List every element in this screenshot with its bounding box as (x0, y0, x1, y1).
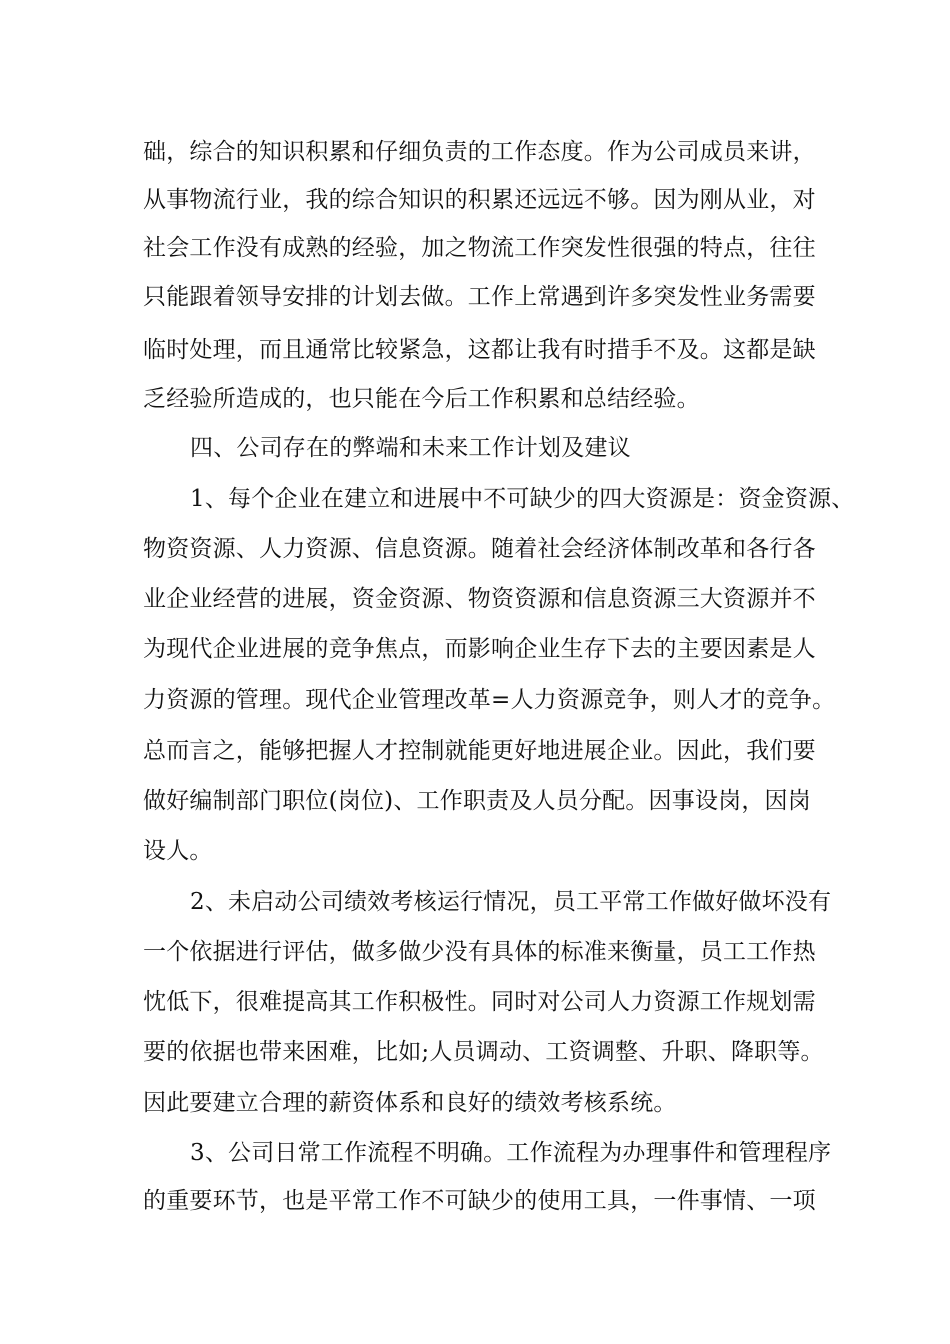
section-heading: 四、公司存在的弊端和未来工作计划及建议 (190, 435, 631, 461)
text-line: 1、每个企业在建立和进展中不可缺少的四大资源是：资金资源、 (190, 486, 855, 512)
text-line: 做好编制部门职位(岗位)、工作职责及人员分配。因事设岗，因岗 (143, 788, 811, 814)
text-line: 忱低下，很难提高其工作积极性。同时对公司人力资源工作规划需 (143, 989, 816, 1015)
text-line: 3、公司日常工作流程不明确。工作流程为办理事件和管理程序 (190, 1140, 832, 1166)
text-line: 临时处理，而且通常比较紧急，这都让我有时措手不及。这都是缺 (143, 337, 816, 363)
text-line: 只能跟着领导安排的计划去做。工作上常遇到许多突发性业务需要 (143, 284, 816, 310)
text-line: 的重要环节，也是平常工作不可缺少的使用工具，一件事情、一项 (143, 1188, 816, 1214)
text-line: 物资资源、人力资源、信息资源。随着社会经济体制改革和各行各 (143, 536, 816, 562)
text-line: 总而言之，能够把握人才控制就能更好地进展企业。因此，我们要 (143, 738, 816, 764)
text-line: 从事物流行业，我的综合知识的积累还远远不够。因为刚从业，对 (143, 187, 816, 213)
text-line: 设人。 (143, 838, 213, 864)
text-line: 础，综合的知识积累和仔细负责的工作态度。作为公司成员来讲， (143, 139, 816, 165)
text-line: 要的依据也带来困难，比如;人员调动、工资调整、升职、降职等。 (143, 1039, 824, 1065)
text-line: 力资源的管理。现代企业管理改革=人力资源竞争，则人才的竞争。 (143, 687, 836, 713)
text-line: 因此要建立合理的薪资体系和良好的绩效考核系统。 (143, 1090, 677, 1116)
text-line: 乏经验所造成的，也只能在今后工作积累和总结经验。 (143, 386, 700, 412)
text-line: 业企业经营的进展，资金资源、物资资源和信息资源三大资源并不 (143, 586, 816, 612)
text-line: 社会工作没有成熟的经验，加之物流工作突发性很强的特点，往往 (143, 235, 816, 261)
text-line: 2、未启动公司绩效考核运行情况，员工平常工作做好做坏没有 (190, 889, 832, 915)
text-line: 一个依据进行评估，做多做少没有具体的标准来衡量，员工工作热 (143, 939, 816, 965)
text-line: 为现代企业进展的竞争焦点，而影响企业生存下去的主要因素是人 (143, 636, 816, 662)
